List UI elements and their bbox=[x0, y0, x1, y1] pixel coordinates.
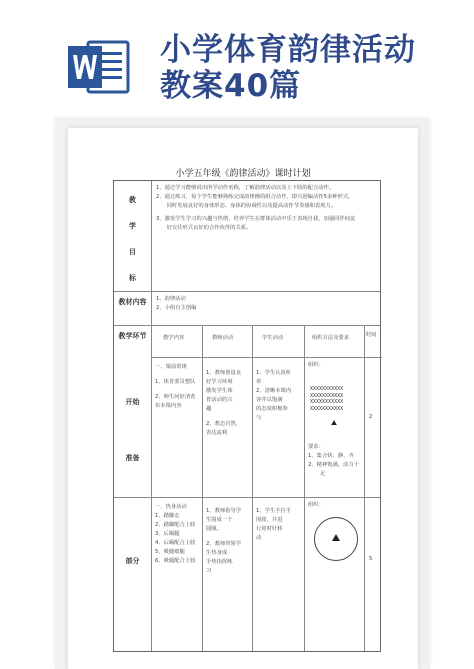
section-label: 教学环节 bbox=[118, 332, 147, 340]
header-teacher-activity: 教师活动 bbox=[212, 335, 234, 341]
row2-teacher: 1、教师指导学 生围成一个 圆圈。 2、教师带领学 生热身成 手势指挥练 习 bbox=[206, 508, 242, 574]
objective-label: 教 学 目 标 bbox=[129, 196, 136, 282]
word-document-icon bbox=[66, 38, 130, 96]
teacher-position-icon bbox=[331, 420, 337, 425]
title-line-2: 教案40篇 bbox=[160, 68, 302, 104]
row1-content: 一、课前常规 1、体育委员整队 2、师生问好清查 布本课内容 bbox=[155, 364, 196, 409]
row2-student: 1、学生手拉手 围圆，并进 行逆时针转 动 bbox=[256, 508, 292, 541]
row1-formation-pattern: XXXXXXXXXXX XXXXXXXXXXX XXXXXXXXXXX XXXXXXXXXXX bbox=[310, 386, 344, 412]
row1-student: 1、学生认真听 讲 2、清晰本课内 容并以饱满 的态度积极参 与 bbox=[256, 370, 292, 421]
row2-content: 一、热身活动 1、踏脚走 2、踏脚配合上肢 3、后踢腿 4、后踢配合上肢 5、吸腿细腿 6、吸腿配合上肢 bbox=[155, 504, 196, 564]
objectives-text: 1、通过学习能够说出所学动作名称，了解韵律活动以及上下肢的配合动作。 2、通过练习，每个学生能够熟练完成韵律操的组合动作，即兴创编动作5多种形式， 同时发展良好的身体形态、身体的协调性以及提高动作节奏感和表现力。 3、激发学生学习的兴趣与热情，培养学生在群体活动中乐于表现自我，加强同伴间友 好交往形式良好的合作伙伴的关系。 bbox=[156, 185, 356, 231]
row1-requirements: 要求： 1、集合快、静、齐 2、精神饱满，活力十 足 bbox=[308, 444, 360, 477]
document-title: 小学五年级《韵律活动》课时计划 bbox=[175, 169, 311, 179]
header-organization: 组织方法及要求 bbox=[312, 335, 350, 341]
page-title bbox=[160, 32, 416, 104]
header-teaching-content: 教学内容 bbox=[163, 335, 185, 341]
document-page[interactable] bbox=[68, 128, 418, 669]
teacher-center-icon bbox=[332, 534, 340, 541]
banner bbox=[0, 0, 474, 118]
part2-label: 准备 bbox=[125, 454, 140, 462]
row1-teacher: 1、教师创设良 好学习环境 激发学生体 育活动的兴 趣 2、教态自然， 表达流利 bbox=[206, 370, 242, 436]
part1-label: 开始 bbox=[125, 398, 140, 406]
row1-org-label: 组织： bbox=[308, 362, 324, 368]
content-label: 教材内容 bbox=[118, 298, 147, 306]
header-student-activity: 学生活动 bbox=[262, 335, 284, 341]
part3-label: 部分 bbox=[125, 557, 140, 565]
header-time: 时间 bbox=[366, 332, 377, 338]
content-items: 1、韵律活动 2、小组自主创编 bbox=[156, 296, 197, 311]
row2-org-label: 组织： bbox=[308, 502, 324, 508]
lesson-plan-table bbox=[113, 180, 381, 652]
row2-time: 5 bbox=[369, 556, 373, 562]
title-line-1: 小学体育韵律活动 bbox=[160, 32, 416, 68]
row1-time: 2 bbox=[369, 414, 373, 420]
